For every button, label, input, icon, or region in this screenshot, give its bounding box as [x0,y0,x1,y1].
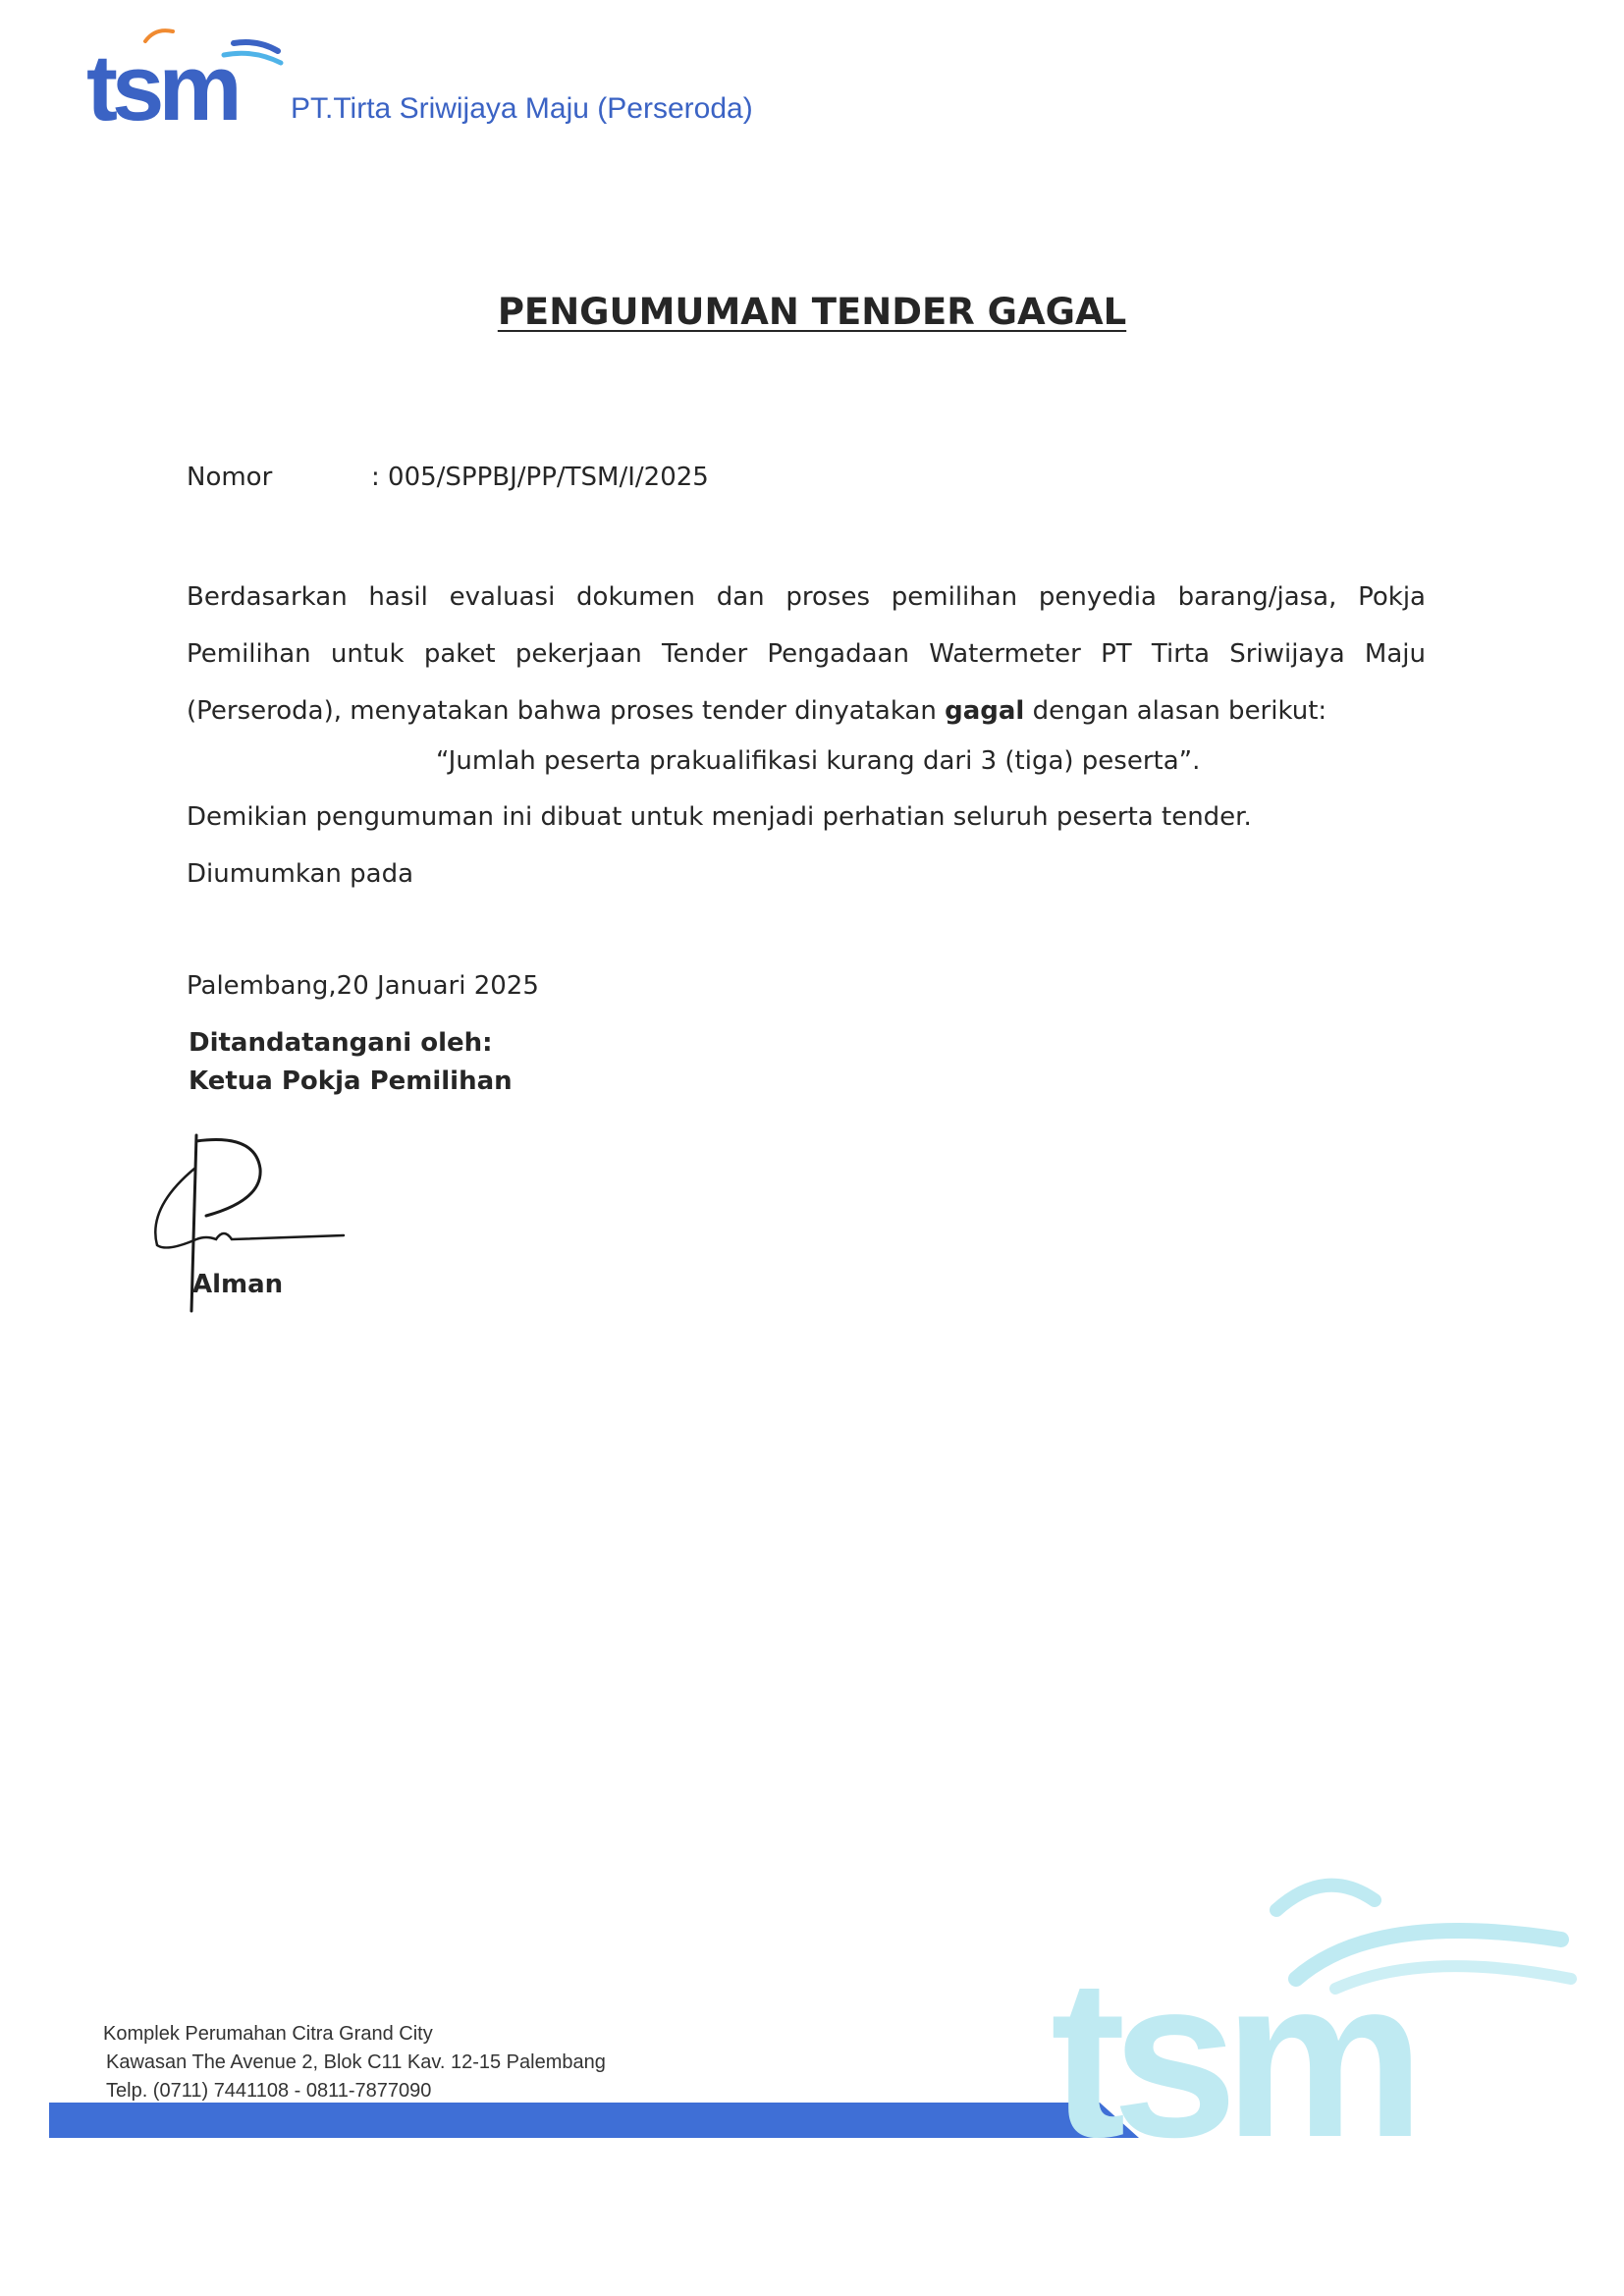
company-logo [86,22,288,130]
body-paragraph: Berdasarkan hasil evaluasi dokumen dan proses pemilihan penyedia barang/jasa, Pokja Pemilihan untuk paket pekerjaan Tender Pengadaan Watermeter PT Tirta Sriwijaya Maju (Perseroda), menyatakan bahwa proses tender dinyatakan gagal dengan alasan berikut: [187,582,1426,726]
nomor-value: : 005/SPPBJ/PP/TSM/I/2025 [371,463,709,492]
footer-logo-watermark [1051,1871,1581,2156]
bold-gagal: gagal [945,696,1025,726]
footer-phone: Telp. (0711) 7441108 - 0811-7877090 [106,2080,432,2102]
footer-address-line1: Komplek Perumahan Citra Grand City [103,2023,433,2045]
nomor-label: Nomor [187,463,273,492]
footer-bar [49,2103,1139,2138]
place-date: Palembang,20 Januari 2025 [187,971,539,1001]
signed-by-label: Ditandatangani oleh: [189,1028,493,1058]
announced-on: Diumumkan pada [187,859,414,889]
closing-statement: Demikian pengumuman ini dibuat untuk menjadi perhatian seluruh peserta tender. [187,802,1252,832]
reason-quote: “Jumlah peserta prakualifikasi kurang dari 3 (tiga) peserta”. [436,746,1201,776]
signer-name: Alman [192,1270,284,1299]
svg-text:tsm: tsm [1051,1932,1412,2156]
document-title: PENGUMUMAN TENDER GAGAL [497,291,1127,333]
signer-role: Ketua Pokja Pemilihan [189,1066,513,1096]
footer-address-line2: Kawasan The Avenue 2, Blok C11 Kav. 12-15 Palembang [106,2051,606,2073]
company-name: PT.Tirta Sriwijaya Maju (Perseroda) [291,92,753,125]
svg-text:tsm: tsm [86,35,237,130]
